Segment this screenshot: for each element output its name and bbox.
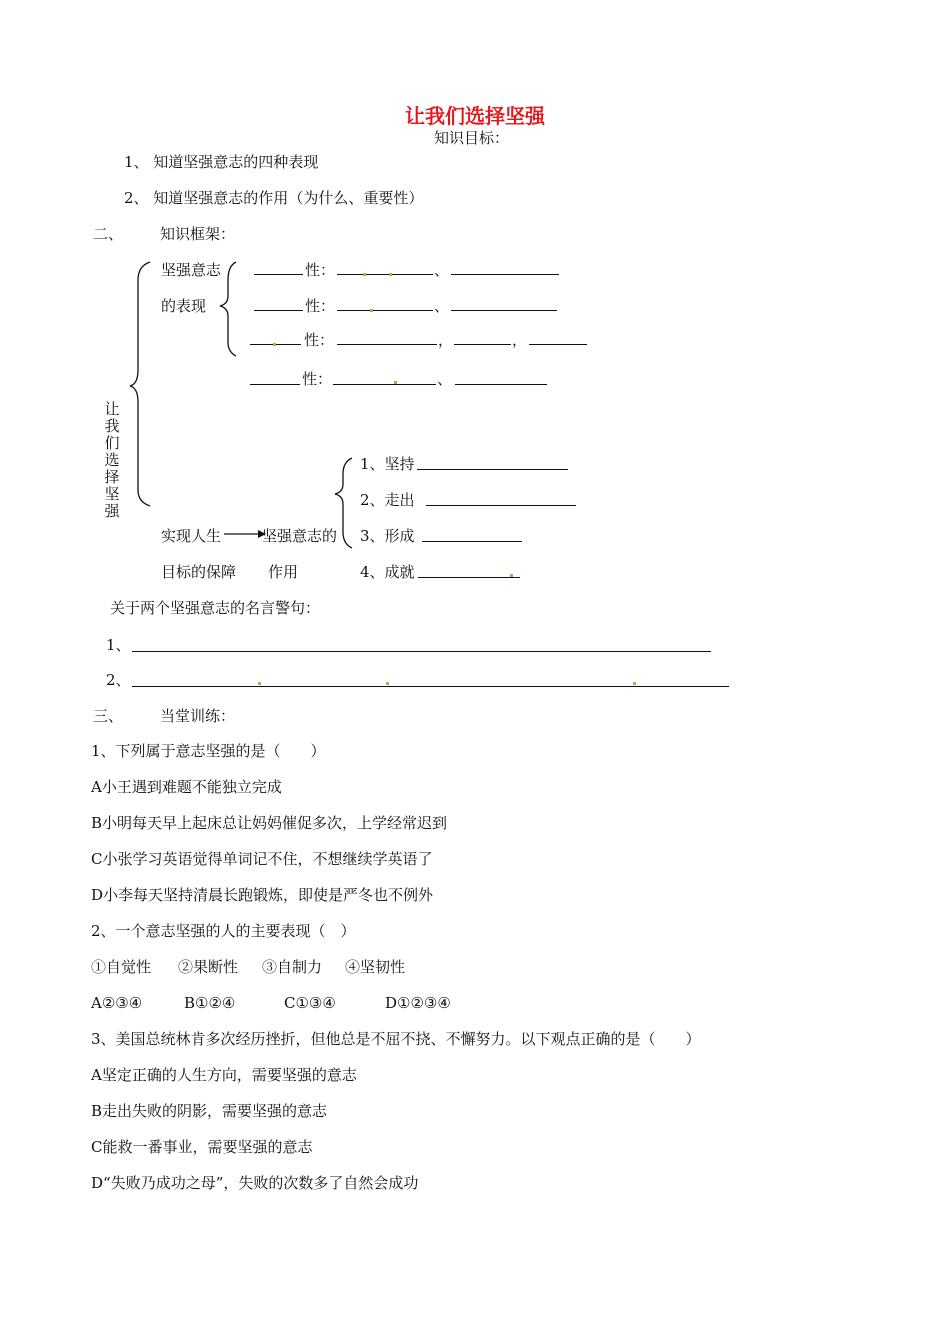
- trait-item: ③自制力: [262, 958, 323, 976]
- scan-dot: [370, 309, 373, 312]
- scan-dot: [510, 574, 513, 577]
- role-item-4: 4、成就: [360, 563, 415, 581]
- blank-line: [250, 384, 300, 385]
- blank-line: [451, 274, 559, 275]
- option: A②③④: [91, 994, 143, 1012]
- scan-dot: [389, 273, 392, 276]
- section-heading: 当堂训练：: [160, 707, 236, 725]
- goal-label-line2: 目标的保障: [161, 563, 237, 581]
- trait-item: ①自觉性: [91, 958, 152, 976]
- scan-dot: [394, 381, 397, 384]
- trait-suffix: 性：: [305, 261, 336, 279]
- separator: 、: [434, 261, 450, 279]
- section-number: 二、: [93, 225, 124, 243]
- trait-suffix: 性：: [304, 331, 335, 349]
- option: B走出失败的阴影，需要坚强的意志: [91, 1102, 328, 1120]
- blank-line: [422, 541, 522, 542]
- role-item-1: 1、坚持: [360, 455, 415, 473]
- blank-line: [333, 384, 436, 385]
- goal-label-line1: 实现人生: [161, 527, 222, 545]
- blank-line: [337, 344, 437, 345]
- blank-line: [417, 469, 568, 470]
- separator: 、: [434, 297, 450, 315]
- question-2: 2、一个意志坚强的人的主要表现（ ）: [91, 922, 356, 940]
- option: D小李每天坚持清晨长跑锻炼，即使是严冬也不例外: [91, 886, 434, 904]
- question-3: 3、美国总统林肯多次经历挫折，但他总是不屈不挠、不懈努力。以下观点正确的是（ ）: [91, 1030, 701, 1048]
- trait-item: ④坚韧性: [345, 958, 406, 976]
- trait-item: ②果断性: [178, 958, 239, 976]
- blank-line: [455, 384, 547, 385]
- scan-dot: [258, 682, 261, 685]
- expression-label-line2: 的表现: [161, 297, 207, 315]
- framework-root-label: 让 我 们 选 择 坚 强: [104, 400, 120, 520]
- scan-dot: [273, 343, 276, 346]
- section-heading: 知识框架：: [160, 225, 236, 243]
- blank-line: [451, 310, 557, 311]
- quotes-heading: 关于两个坚强意志的名言警句：: [110, 599, 321, 617]
- option: A小王遇到难题不能独立完成: [91, 778, 282, 796]
- blank-line: [529, 344, 587, 345]
- goal-2: 2、 知道坚强意志的作用（为什么、重要性）: [124, 189, 424, 207]
- blank-line: [254, 274, 303, 275]
- scan-dot: [386, 682, 389, 685]
- blank-line: [337, 310, 433, 311]
- role-label-line1: 坚强意志的: [262, 527, 338, 545]
- separator: 、: [437, 370, 453, 388]
- subtitle: 知识目标：: [434, 129, 510, 147]
- option: A坚定正确的人生方向，需要坚强的意志: [91, 1066, 357, 1084]
- blank-line: [132, 686, 729, 687]
- separator: ，: [512, 331, 528, 349]
- blank-line: [254, 310, 303, 311]
- option: B①②④: [184, 994, 236, 1012]
- quote-number-1: 1、: [106, 636, 131, 654]
- role-item-2: 2、走出: [360, 491, 415, 509]
- expression-label-line1: 坚强意志: [161, 261, 222, 279]
- option: C能救一番事业，需要坚强的意志: [91, 1138, 313, 1156]
- role-label-line2: 作用: [268, 563, 299, 581]
- question-1: 1、下列属于意志坚强的是（ ）: [91, 742, 326, 760]
- scan-dot: [363, 273, 366, 276]
- blank-line: [426, 505, 576, 506]
- trait-suffix: 性：: [305, 297, 336, 315]
- option: D①②③④: [385, 994, 451, 1012]
- blank-line: [454, 344, 511, 345]
- goal-1: 1、 知道坚强意志的四种表现: [124, 153, 319, 171]
- option: D“失败乃成功之母”，失败的次数多了自然会成功: [91, 1174, 419, 1192]
- blank-line: [337, 274, 433, 275]
- separator: ，: [438, 331, 454, 349]
- blank-line: [132, 651, 711, 652]
- role-item-3: 3、形成: [360, 527, 415, 545]
- trait-suffix: 性：: [302, 370, 333, 388]
- option: B小明每天早上起床总让妈妈催促多次，上学经常迟到: [91, 814, 448, 832]
- quote-number-2: 2、: [106, 671, 131, 689]
- blank-line: [418, 577, 520, 578]
- option: C①③④: [284, 994, 336, 1012]
- page-title: 让我们选择坚强: [405, 104, 545, 128]
- option: C小张学习英语觉得单词记不住，不想继续学英语了: [91, 850, 433, 868]
- scan-dot: [633, 682, 636, 685]
- section-number: 三、: [93, 707, 124, 725]
